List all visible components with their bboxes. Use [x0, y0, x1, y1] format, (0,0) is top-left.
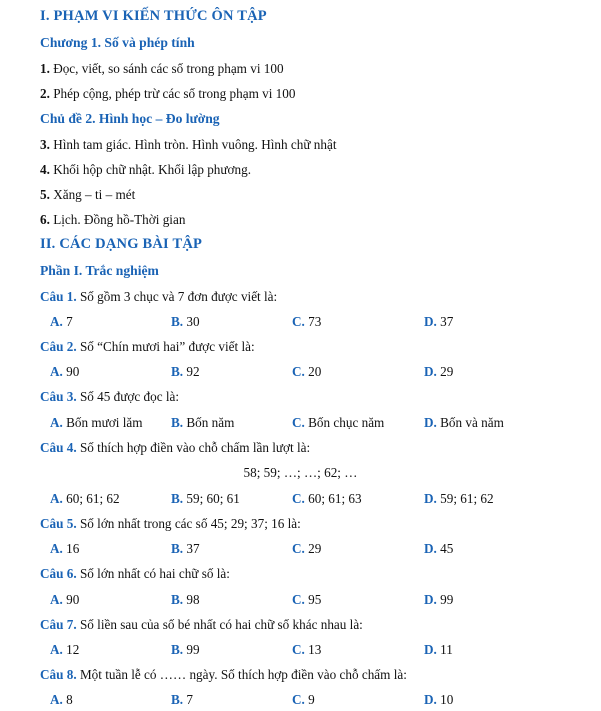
- option-c: C. 20: [292, 364, 322, 379]
- question-1: [40, 289, 277, 305]
- item-number: 3.: [40, 137, 50, 152]
- question-label: Câu 2.: [40, 339, 77, 354]
- option-b: B. 37: [171, 541, 200, 556]
- option-b: B. 59; 60; 61: [171, 491, 240, 506]
- question-label: Câu 6.: [40, 566, 77, 581]
- item-text: Xăng – ti – mét: [49, 187, 136, 202]
- question-2: [40, 339, 255, 355]
- item-number: 5.: [40, 187, 50, 202]
- item-number: 1.: [40, 61, 50, 76]
- item-number: 2.: [40, 86, 50, 101]
- question-label: Câu 4.: [40, 440, 77, 455]
- option-d: D. 11: [424, 642, 453, 657]
- option-a: A. 7: [50, 314, 73, 329]
- question-8: [40, 667, 407, 683]
- option-c: C. 13: [292, 642, 322, 657]
- question-text: Số lớn nhất có hai chữ số là:: [76, 566, 230, 581]
- item-text: Lịch. Đồng hồ-Thời gian: [49, 212, 186, 227]
- option-b: B. Bốn năm: [171, 415, 235, 430]
- number-sequence: 58; 59; …; …; 62; …: [243, 465, 358, 480]
- chapter-2-title: Chủ đề 2. Hình học – Đo lường: [40, 111, 220, 126]
- item-text: Đọc, viết, so sánh các số trong phạm vi 100: [49, 61, 284, 76]
- question-6: [40, 566, 230, 582]
- option-a: A. 16: [50, 541, 80, 556]
- option-a: A. Bốn mươi lăm: [50, 415, 143, 430]
- list-item: [40, 187, 135, 203]
- item-text: Hình tam giác. Hình tròn. Hình vuông. Hình chữ nhật: [49, 137, 337, 152]
- option-d: D. Bốn và năm: [424, 415, 504, 430]
- list-item: [40, 86, 295, 102]
- option-a: A. 90: [50, 364, 80, 379]
- option-d: D. 45: [424, 541, 454, 556]
- option-b: B. 7: [171, 692, 193, 707]
- option-b: B. 99: [171, 642, 200, 657]
- question-text: Số thích hợp điền vào chỗ chấm lần lượt là:: [76, 440, 311, 455]
- option-b: B. 30: [171, 314, 200, 329]
- question-text: Số gồm 3 chục và 7 đơn được viết là:: [76, 289, 278, 304]
- option-c: C. 9: [292, 692, 315, 707]
- part-1-title: Phần I. Trắc nghiệm: [40, 263, 159, 278]
- question-text: Số liền sau của số bé nhất có hai chữ số khác nhau là:: [76, 617, 363, 632]
- option-a: A. 12: [50, 642, 80, 657]
- question-3: [40, 389, 179, 405]
- question-label: Câu 1.: [40, 289, 77, 304]
- section-1-title: I. PHẠM VI KIẾN THỨC ÔN TẬP: [40, 8, 267, 24]
- option-d: D. 59; 61; 62: [424, 491, 494, 506]
- option-b: B. 92: [171, 364, 200, 379]
- option-c: C. 73: [292, 314, 322, 329]
- list-item: [40, 137, 337, 153]
- question-text: Số “Chín mươi hai” được viết là:: [76, 339, 255, 354]
- question-label: Câu 3.: [40, 389, 77, 404]
- list-item: [40, 61, 284, 77]
- item-number: 6.: [40, 212, 50, 227]
- option-a: A. 60; 61; 62: [50, 491, 120, 506]
- option-d: D. 10: [424, 692, 454, 707]
- list-item: [40, 212, 185, 228]
- option-c: C. 60; 61; 63: [292, 491, 362, 506]
- option-a: A. 8: [50, 692, 73, 707]
- question-text: Số lớn nhất trong các số 45; 29; 37; 16 là:: [76, 516, 301, 531]
- question-7: [40, 617, 363, 633]
- question-5: [40, 516, 301, 532]
- item-number: 4.: [40, 162, 50, 177]
- question-4: [40, 440, 310, 456]
- question-text: Một tuần lễ có …… ngày. Số thích hợp điền vào chỗ chấm là:: [76, 667, 407, 682]
- question-text: Số 45 được đọc là:: [76, 389, 180, 404]
- item-text: Khối hộp chữ nhật. Khối lập phương.: [49, 162, 251, 177]
- chapter-1-title: Chương 1. Số và phép tính: [40, 35, 195, 50]
- option-d: D. 99: [424, 592, 454, 607]
- option-d: D. 29: [424, 364, 454, 379]
- option-d: D. 37: [424, 314, 454, 329]
- option-c: C. 95: [292, 592, 322, 607]
- item-text: Phép cộng, phép trừ các số trong phạm vi 100: [49, 86, 296, 101]
- option-a: A. 90: [50, 592, 80, 607]
- question-label: Câu 5.: [40, 516, 77, 531]
- option-b: B. 98: [171, 592, 200, 607]
- option-c: C. Bốn chục năm: [292, 415, 385, 430]
- question-label: Câu 7.: [40, 617, 77, 632]
- question-label: Câu 8.: [40, 667, 77, 682]
- list-item: [40, 162, 251, 178]
- option-c: C. 29: [292, 541, 322, 556]
- section-2-title: II. CÁC DẠNG BÀI TẬP: [40, 236, 203, 252]
